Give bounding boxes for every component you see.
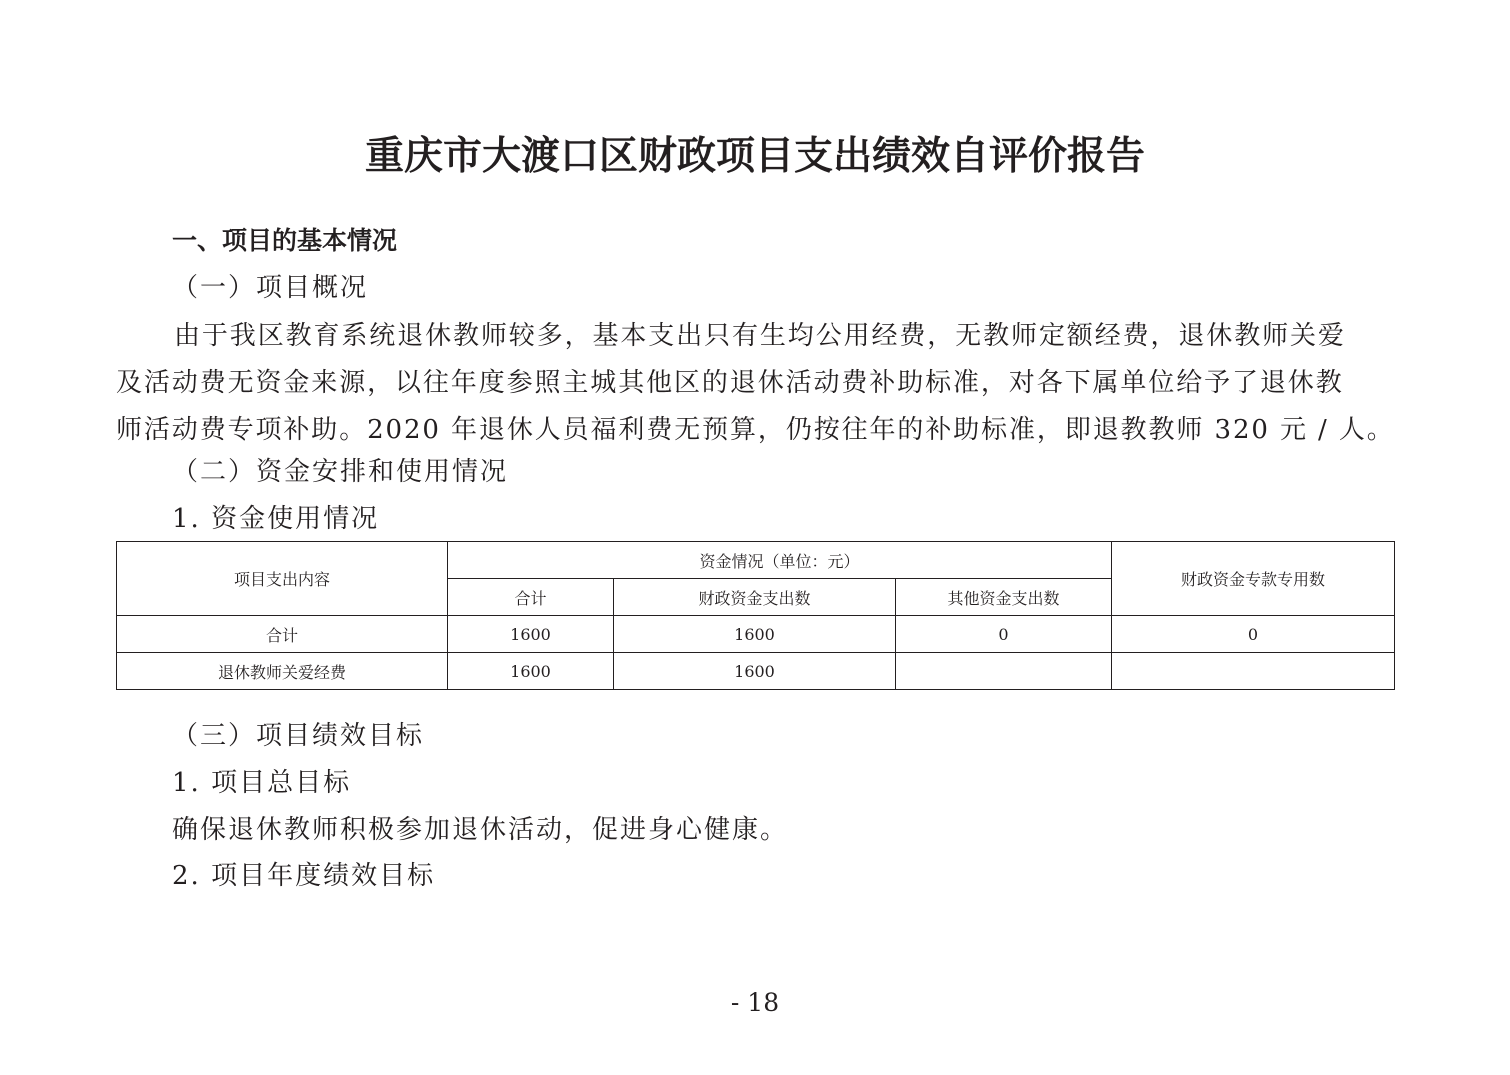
cell-other: 0 <box>896 616 1112 653</box>
header-fiscal: 财政资金支出数 <box>614 579 896 616</box>
header-special: 财政资金专款专用数 <box>1112 542 1395 616</box>
cell-name: 退休教师关爱经费 <box>117 653 448 690</box>
header-other: 其他资金支出数 <box>896 579 1112 616</box>
overview-line-1-text: 由于我区教育系统退休教师较多，基本支出只有生均公用经费，无教师定额经费，退休教师关爱 <box>174 321 1346 351</box>
subsection-performance-goals: （三）项目绩效目标 <box>172 721 425 751</box>
section-heading-basic-info: 一、项目的基本情况 <box>172 226 398 255</box>
overview-line-1 <box>116 313 1396 360</box>
funds-table <box>116 541 1395 690</box>
cell-total: 1600 <box>448 616 614 653</box>
header-funds-group: 资金情况（单位：元） <box>448 542 1112 579</box>
goal-overall-heading: 1. 项目总目标 <box>172 768 352 798</box>
goal-annual-heading: 2. 项目年度绩效目标 <box>172 861 436 891</box>
header-total: 合计 <box>448 579 614 616</box>
cell-total: 1600 <box>448 653 614 690</box>
header-content: 项目支出内容 <box>117 542 448 616</box>
cell-other <box>896 653 1112 690</box>
table-header-row <box>117 542 1395 579</box>
goal-overall-text: 确保退休教师积极参加退休活动，促进身心健康。 <box>172 815 789 845</box>
cell-name: 合计 <box>117 616 448 653</box>
cell-fiscal: 1600 <box>614 616 896 653</box>
table-row <box>117 616 1395 653</box>
subsection-funds: （二）资金安排和使用情况 <box>172 457 509 487</box>
cell-fiscal: 1600 <box>614 653 896 690</box>
document-title: 重庆市大渡口区财政项目支出绩效自评价报告 <box>364 134 1145 179</box>
overview-line-3: 师活动费专项补助。2020 年退休人员福利费无预算，仍按往年的补助标准，即退教教师 320 元 / 人。 <box>116 415 1395 445</box>
cell-special: 0 <box>1112 616 1395 653</box>
item-funds-usage: 1. 资金使用情况 <box>172 504 380 534</box>
overview-line-2: 及活动费无资金来源，以往年度参照主城其他区的退休活动费补助标准，对各下属单位给予了退休教 <box>116 368 1344 398</box>
cell-special <box>1112 653 1395 690</box>
overview-paragraph <box>116 313 1396 454</box>
page-number: - 18 <box>730 988 780 1017</box>
table-row <box>117 653 1395 690</box>
subsection-overview: （一）项目概况 <box>172 273 369 303</box>
